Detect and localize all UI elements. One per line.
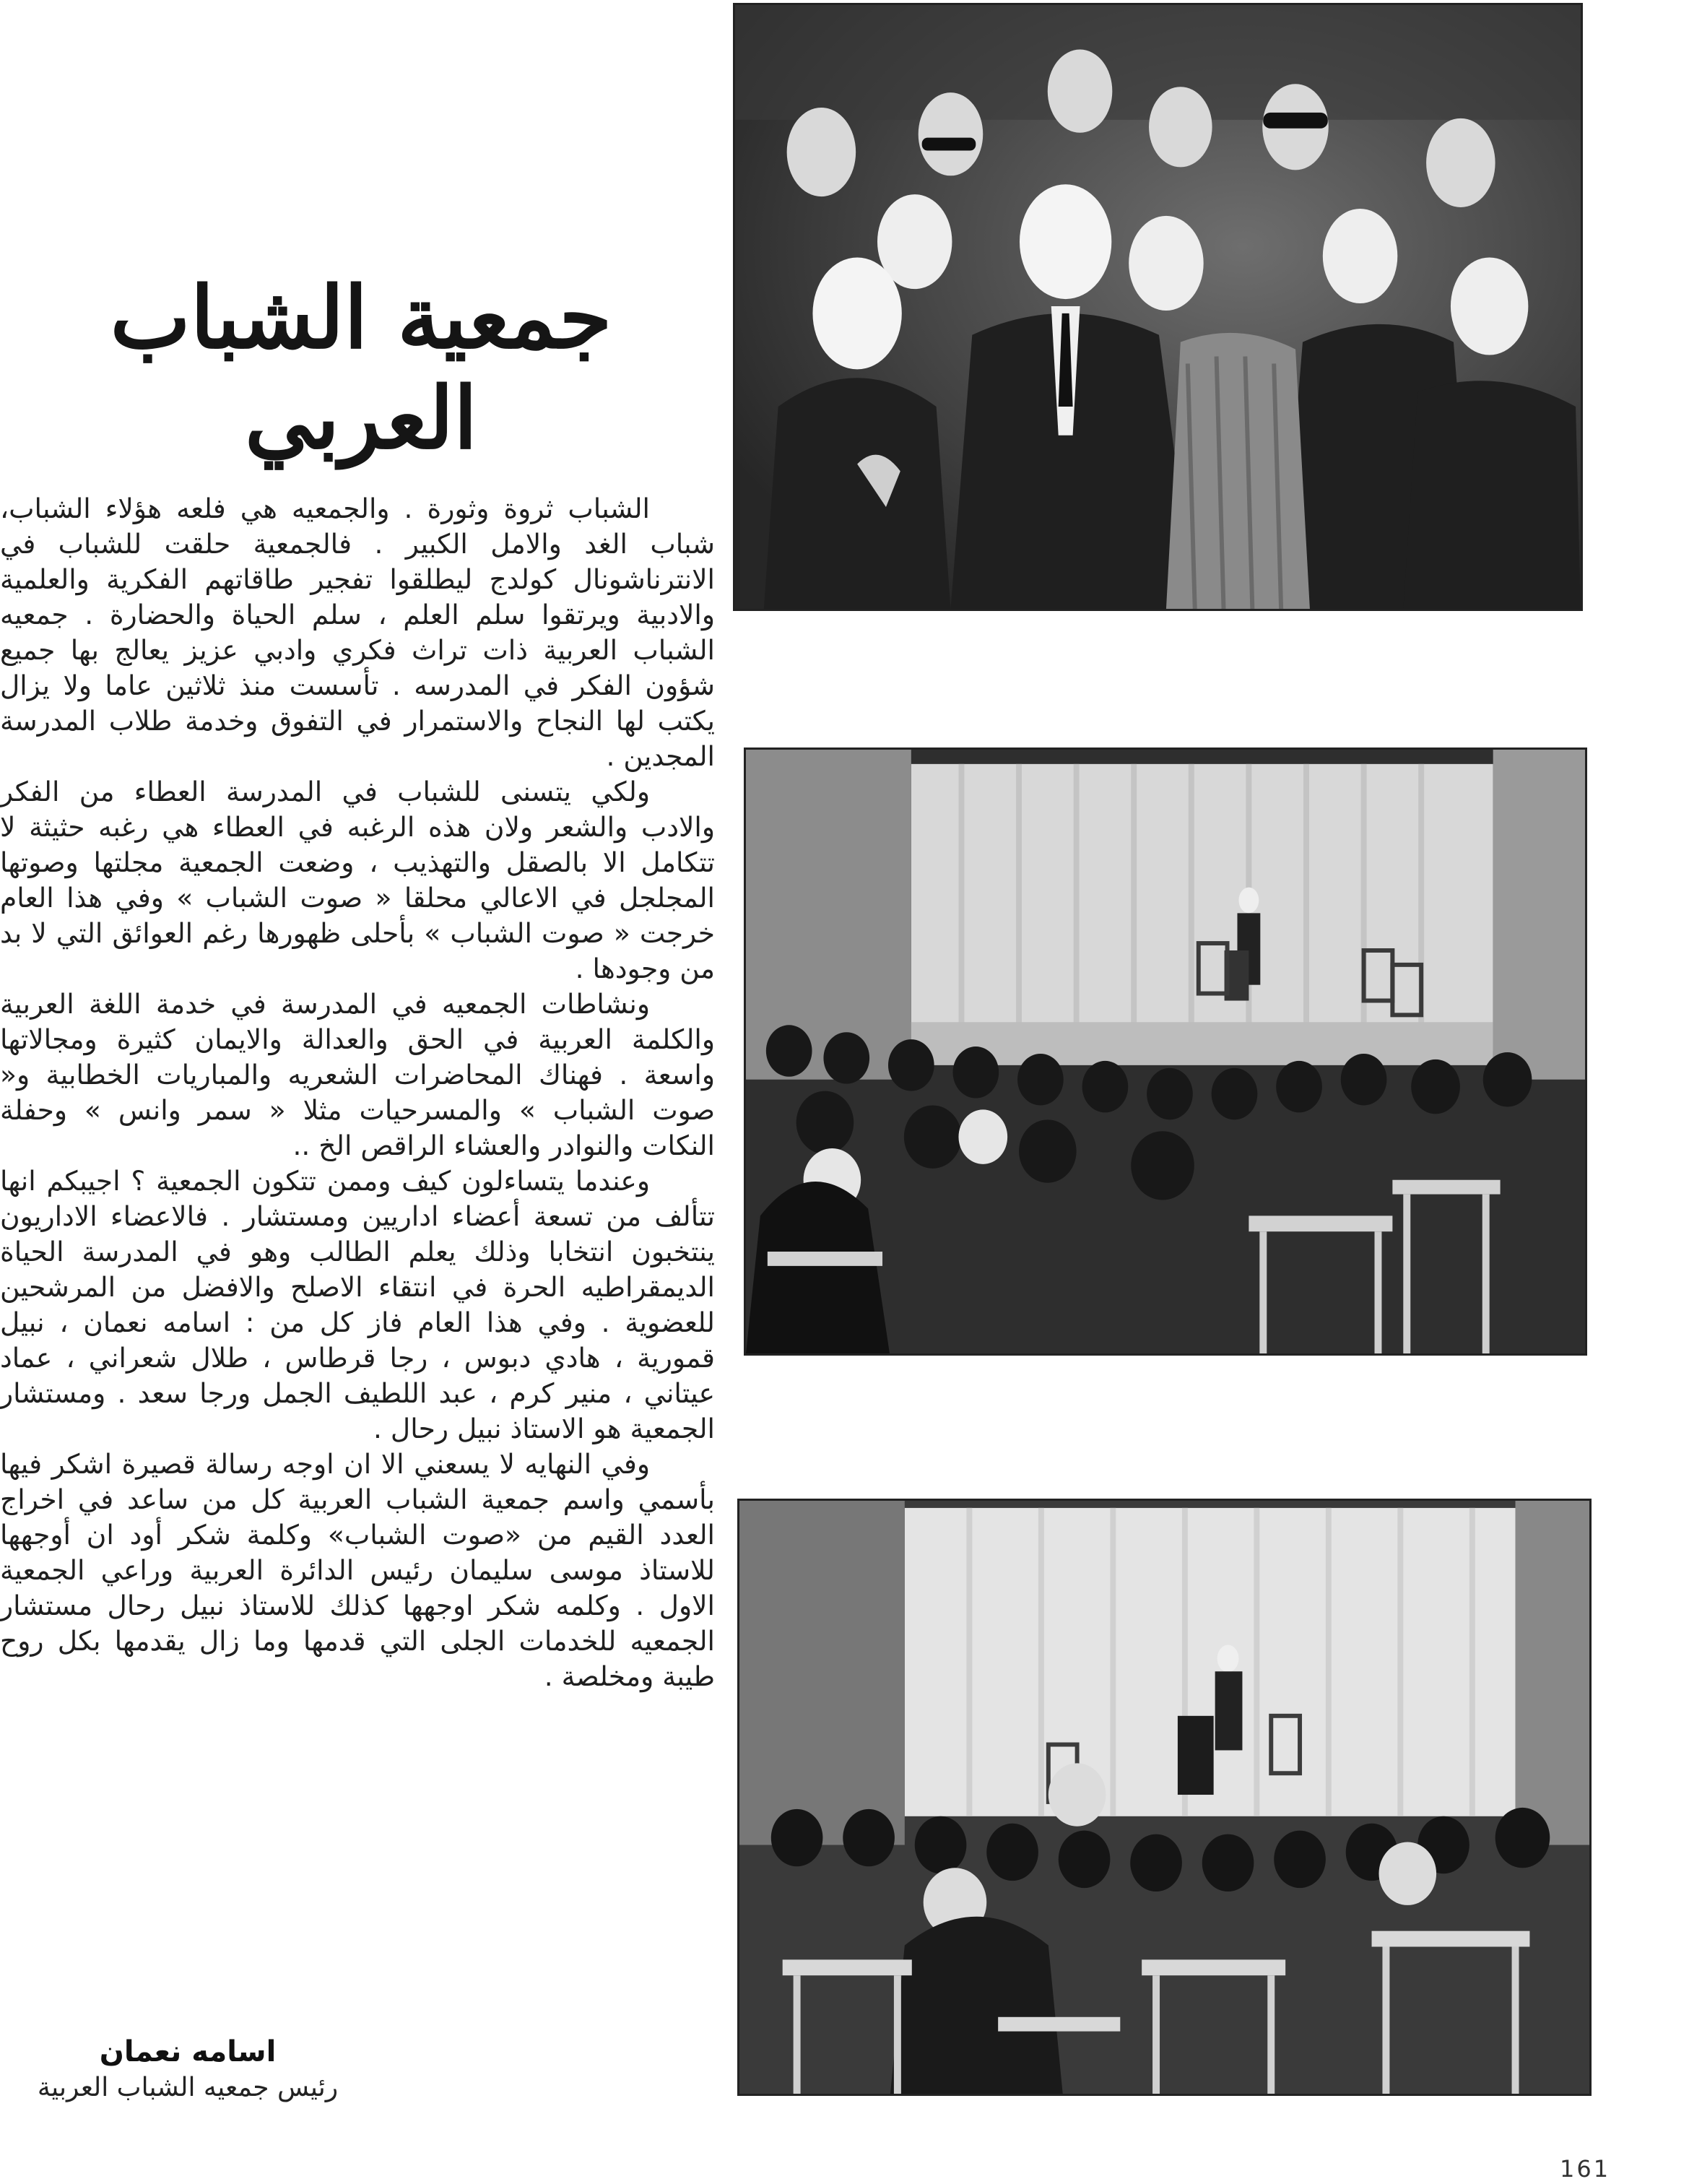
article-paragraph: وعندما يتساءلون كيف وممن تتكون الجمعية ؟ اجيبكم انها تتألف من تسعة أعضاء اداريين ومستشار . فالاعضاء الاداريون ينتخبون انتخابا وذلك يعلم الطالب وهو في المدرسة الحياة الديمقراطيه الحرة في انتقاء الاصلح والافضل من المرشحين للعضوية . وفي هذا العام فاز كل من : اسامه نعمان ، نبيل قمورية ، هادي دبوس ، رجا قرطاس ، طلال شعراني ، عماد عيتاني ، منير كرم ، عبد اللطيف الجمل ورجا سعد . ومستشار الجمعية هو الاستاذ نبيل رحال . xyxy=(0,1165,715,1444)
article-paragraph: الشباب ثروة وثورة . والجمعيه هي فلعه هؤلاء الشباب، شباب الغد والامل الكبير . فالجمعية حلقت للشباب في الانترناشونال كولدج ليطلقوا تفجير طاقاتهم الفكرية والعلمية والادبية ويرتقوا سلم العلم ، سلم الحياة والحضارة . جمعيه الشباب العربية ذات تراث فكري وادبي عزيز يعالج بها جميع شؤون الفكر في المدرسه . تأسست منذ ثلاثين عاما ولا يزال يكتب لها النجاح والاستمرار في التفوق وخدمة طلاب المدرسة المجدين . xyxy=(0,493,715,772)
article-body xyxy=(0,491,715,1694)
page-number: 161 xyxy=(1560,2155,1611,2183)
author-name: اسامه نعمان xyxy=(99,2035,277,2068)
article-paragraph: وفي النهايه لا يسعني الا ان اوجه رسالة قصيرة اشكر فيها بأسمي واسم جمعية الشباب العربية كل من ساعد في اخراج العدد القيم من «صوت الشباب» وكلمة شكر أود ان أوجهها للاستاذ موسى سليمان رئيس الدائرة العربية وراعي الجمعية الاول . وكلمه شكر اوجهها كذلك للاستاذ نبيل رحال مستشار الجمعيه للخدمات الجلى التي قدمها وما زال يقدمها بكل روح طيبة ومخلصة . xyxy=(0,1448,715,1692)
group-portrait-photo xyxy=(733,3,1583,611)
article-paragraph: ونشاطات الجمعيه في المدرسة في خدمة اللغة العربية والكلمة العربية في الحق والعدالة والايمان كثيرة ومجالاتها واسعة . فهناك المحاضرات الشعريه والمباريات الخطابية و« صوت الشباب » والمسرحيات مثلا « سمر وانس » وحفلة النكات والنوادر والعشاء الراقص الخ .. xyxy=(0,988,715,1161)
article-paragraph: ولكي يتسنى للشباب في المدرسة العطاء من الفكر والادب والشعر ولان هذه الرغبه في العطاء هي رغبه حثيثة لا تتكامل الا بالصقل والتهذيب ، وضعت الجمعية مجلتها وصوتها المجلجل في الاعالي محلقا « صوت الشباب » وفي هذا العام خرجت « صوت الشباب » بأحلى ظهورها رغم العوائق التي لا بد من وجودها . xyxy=(0,776,715,984)
article-title: جمعية الشباب العربي xyxy=(110,267,612,468)
speaker-podium-photo xyxy=(737,1499,1592,2096)
lecture-hall-photo xyxy=(744,748,1587,1356)
author-role: رئيس جمعيه الشباب العربية xyxy=(37,2073,339,2102)
